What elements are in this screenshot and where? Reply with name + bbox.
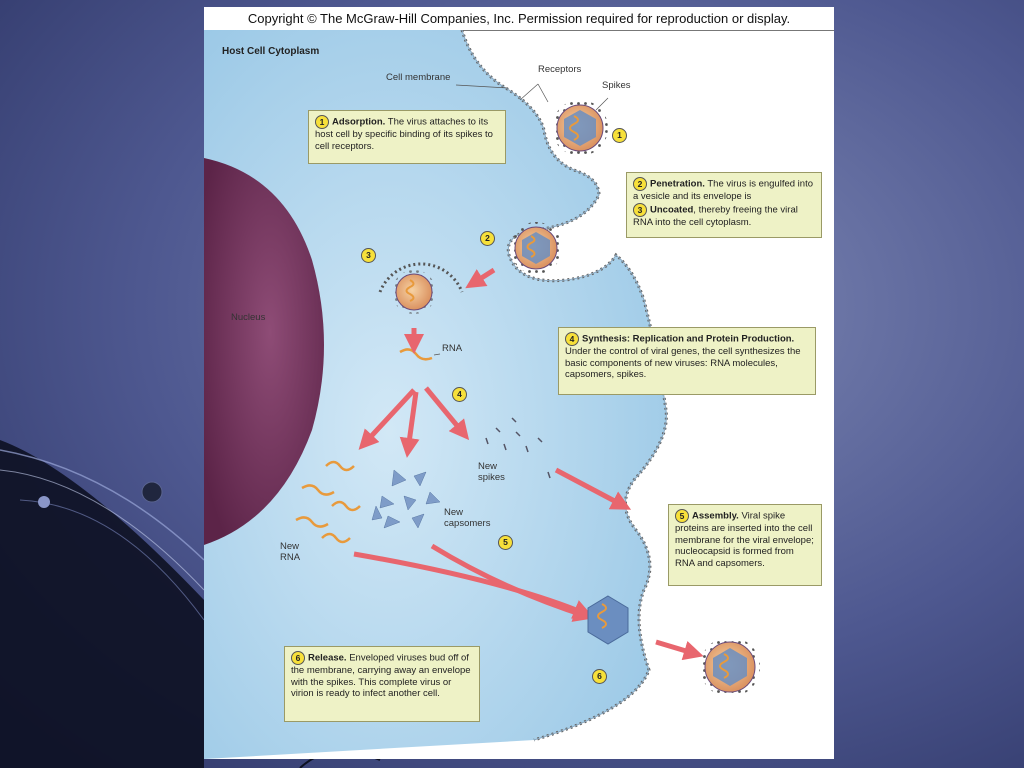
penetration-number: 2 (633, 177, 647, 191)
penetration-title: Penetration. (650, 178, 705, 190)
uncoating-text: , thereby freeing the viral RNA into the cell cytoplasm. (633, 204, 798, 228)
release-text: Enveloped viruses bud off of the membrane, carrying away an envelope with the spikes. This complete virus or virion is ready to infect another cell. (291, 652, 471, 699)
assembly-title: Assembly. (692, 510, 739, 522)
rna-label: RNA (442, 343, 463, 354)
step-4-marker: 4 (452, 387, 467, 402)
release-number: 6 (291, 651, 305, 665)
receptors-label: Receptors (538, 64, 582, 75)
synthesis-title: Synthesis: Replication and Protein Production. (582, 333, 795, 345)
step-1-marker: 1 (612, 128, 627, 143)
release-box (284, 646, 480, 722)
cell-membrane-label: Cell membrane (386, 72, 451, 83)
adsorption-number: 1 (315, 115, 329, 129)
adsorption-title: Adsorption. (332, 116, 386, 128)
adsorption-box (308, 110, 506, 164)
uncoating-number: 3 (633, 203, 647, 217)
synthesis-box (558, 327, 816, 395)
virus-2 (510, 222, 562, 274)
synthesis-number: 4 (565, 332, 579, 346)
copyright-line: Copyright © The McGraw-Hill Companies, Inc. Permission required for reproduction or display. (204, 7, 834, 31)
new-capsomers-label: New capsomers (444, 507, 491, 529)
new-spikes-label: New spikes (478, 461, 505, 483)
new-rna-label: New RNA (280, 541, 301, 563)
host-cell-cytoplasm-label: Host Cell Cytoplasm (222, 46, 320, 57)
adsorption-text: The virus attaches to its host cell by specific binding of its spikes to cell receptors. (315, 116, 493, 152)
nucleus-label: Nucleus (231, 312, 266, 323)
step-2-marker: 2 (480, 231, 495, 246)
step-3-marker: 3 (361, 248, 376, 263)
virus-1 (552, 100, 608, 156)
assembly-box (668, 504, 822, 586)
virus-replication-figure (204, 7, 834, 759)
assembly-number: 5 (675, 509, 689, 523)
penetration-text: The virus is engulfed into a vesicle and its envelope is (633, 178, 813, 202)
release-title: Release. (308, 652, 347, 664)
released-virion (700, 637, 760, 697)
spikes-label: Spikes (602, 80, 631, 91)
uncoating-title: Uncoated (650, 204, 694, 216)
step-6-marker: 6 (592, 669, 607, 684)
assembly-text: Viral spike proteins are inserted into the cell membrane for the viral envelope; nucleocapsid is formed from RNA and capsomers. (675, 510, 814, 569)
synthesis-text: Under the control of viral genes, the cell synthesizes the basic components of new viruses: RNA molecules, capsomers, spikes. (565, 346, 801, 380)
penetration-box (626, 172, 822, 238)
step-5-marker: 5 (498, 535, 513, 550)
